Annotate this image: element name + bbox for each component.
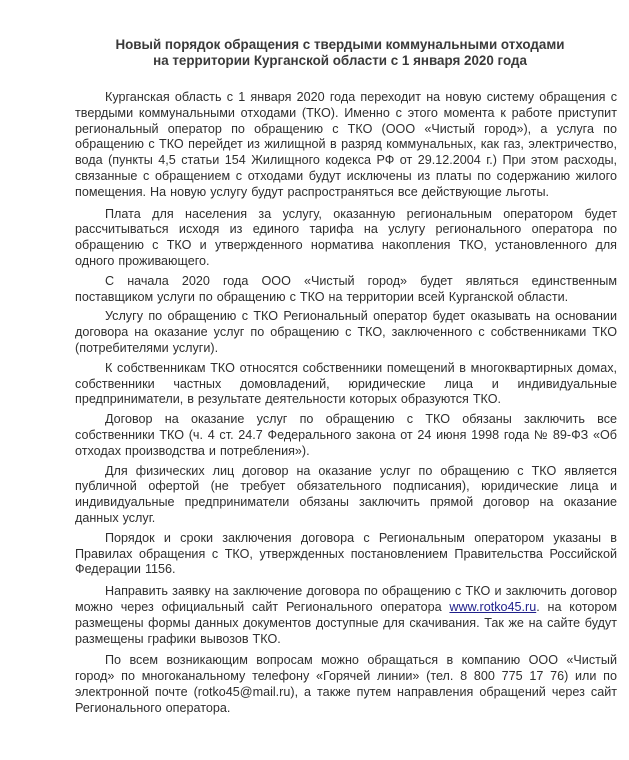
- application-text-after: . на котором размещены формы данных документов доступные для скачивания. Так же на сайте будут размещены графики вывозов ТКО.: [75, 599, 617, 646]
- paragraph-obligation: Договор на оказание услуг по обращению с ТКО обязаны заключить все собственники ТКО (ч. 4 ст. 24.7 Федерального закона от 24 июня 1998 года № 89-ФЗ «Об отходах производства и потребления»).: [75, 412, 617, 458]
- document-body: [75, 90, 617, 722]
- paragraph-sole-provider: С начала 2020 года ООО «Чистый город» будет являться единственным поставщиком услуги по обращению с ТКО на территории всей Курганской области.: [75, 273, 617, 304]
- application-text-before: Направить заявку на заключение договора по обращению с ТКО и заключить договор можно через официальный сайт Регионального оператора: [75, 584, 617, 614]
- paragraph-contract-basis: Услугу по обращению с ТКО Региональный оператор будет оказывать на основании договора на оказание услуг по обращению с ТКО, заключенного с собственниками ТКО (потребителями услуги).: [75, 309, 617, 355]
- title-line-2: на территории Курганской области с 1 января 2020 года: [153, 53, 527, 68]
- paragraph-contacts: По всем возникающим вопросам можно обращаться в компанию ООО «Чистый город» по многоканальному телефону «Горячей линии» (тел. 8 800 775 17 76) или по электронной почте (rotko45@mail.ru), а также путем направления обращений через сайт Регионального оператора.: [75, 653, 617, 715]
- document-title: [60, 37, 620, 69]
- paragraph-public-offer: Для физических лиц договор на оказание услуг по обращению с ТКО является публичной офертой (не требует обязательного подписания), юридические лица и индивидуальные предприниматели обязаны заключить прямой договор на оказание данных услуг.: [75, 463, 617, 525]
- website-link[interactable]: www.rotko45.ru: [449, 599, 537, 614]
- paragraph-application: [75, 584, 617, 647]
- paragraph-payment: Плата для населения за услугу, оказанную региональным оператором будет рассчитываться исходя из единого тарифа на услугу регионального оператора по обращению с ТКО и утвержденного норматива накопления ТКО, установленного для одного проживающего.: [75, 206, 617, 268]
- title-line-1: Новый порядок обращения с твердыми коммунальными отходами: [115, 37, 565, 52]
- paragraph-transition: Курганская область с 1 января 2020 года переходит на новую систему обращения с твердыми коммунальными отходами (ТКО). Именно с этого момента к работе приступит региональный оператор по обращению с ТКО (ООО «Чистый город»), а услуга по обращению с ТКО перейдет из жилищной в разряд коммунальных, как газ, электричество, вода (пункты 4,5 статьи 154 Жилищного кодекса РФ от 29.12.2004 г.) При этом расходы, связанные с обращением с отходами будут исключены из платы по содержанию жилого помещения. На новую услугу будут распространяться все действующие льготы.: [75, 90, 617, 199]
- paragraph-owners: К собственникам ТКО относятся собственники помещений в многоквартирных домах, собственники частных домовладений, юридические лица и индивидуальные предприниматели, в результате деятельности которых образуются ТКО.: [75, 360, 617, 407]
- paragraph-procedure: Порядок и сроки заключения договора с Региональным оператором указаны в Правилах обращения с ТКО, утвержденных постановлением Правительства Российской Федерации 1156.: [75, 530, 617, 577]
